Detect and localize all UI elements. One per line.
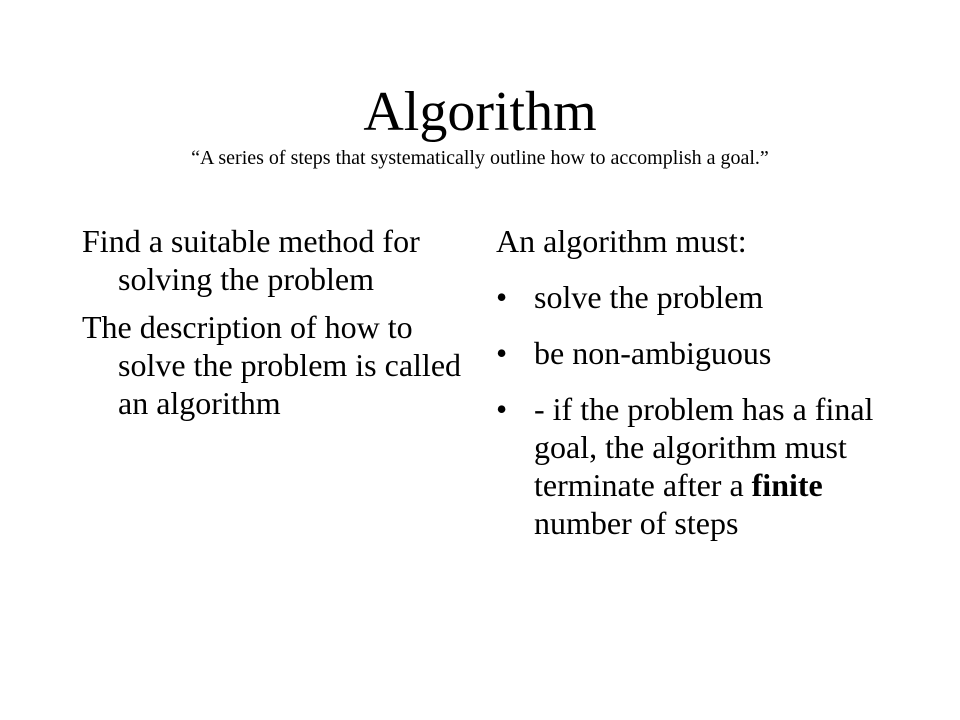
bullet-icon: • [496, 335, 508, 371]
title-block [0, 80, 960, 172]
slide-title: Algorithm [363, 81, 597, 143]
bullet-icon: • [496, 279, 508, 315]
left-column [82, 222, 462, 432]
bullet-text-before: - if the problem has a final goal, the algorithm must terminate after a [534, 391, 874, 503]
bullet-item [496, 390, 886, 542]
right-lead: An algorithm must: [496, 223, 747, 259]
bullet-icon: • [496, 391, 508, 427]
bullet-text: be non-ambiguous [534, 335, 772, 371]
left-paragraph-1: Find a suitable method for solving the problem [82, 223, 420, 297]
bullet-text-after: number of steps [534, 505, 739, 541]
bullet-item [496, 334, 886, 372]
slide-subtitle: “A series of steps that systematically outline how to accomplish a goal.” [191, 147, 769, 169]
bullet-item [496, 278, 886, 316]
bullet-text-bold: finite [751, 467, 823, 503]
right-column [496, 222, 886, 560]
left-paragraph-2: The description of how to solve the problem is called an algorithm [82, 309, 462, 421]
bullet-text: solve the problem [534, 279, 764, 315]
